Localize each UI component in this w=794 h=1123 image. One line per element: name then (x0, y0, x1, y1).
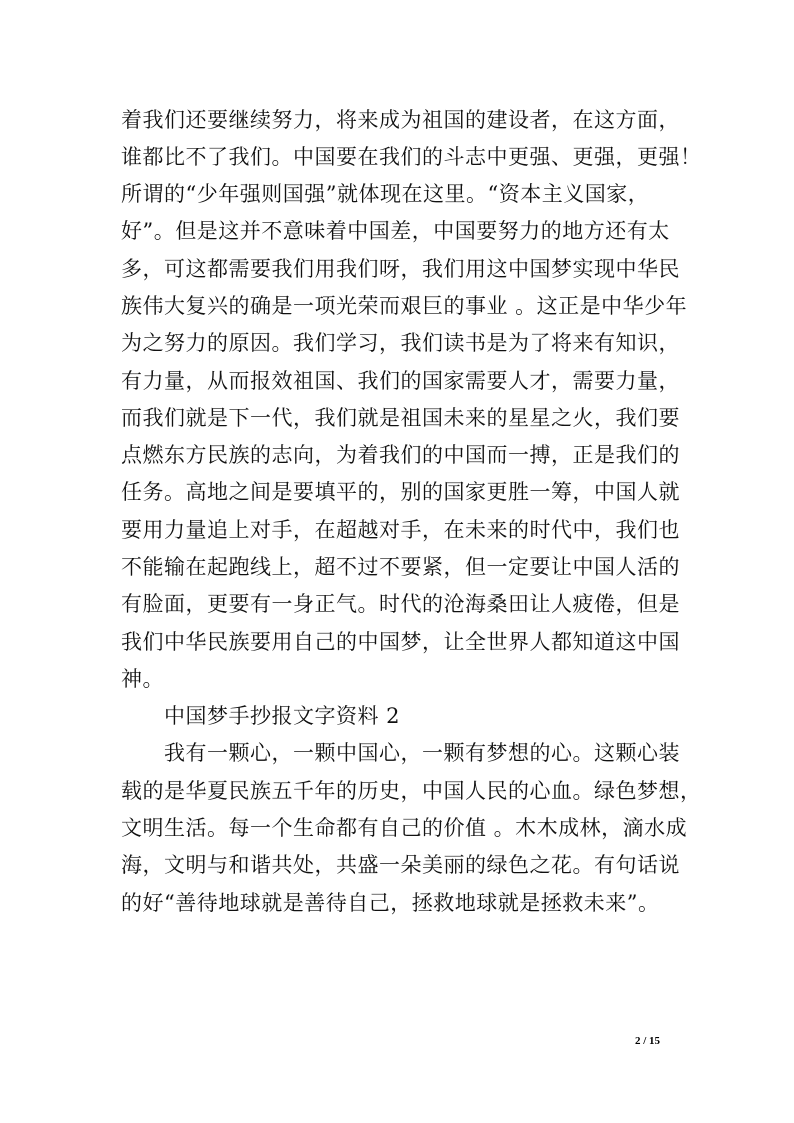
text-line: 所谓的“少年强则国强”就体现在这里。“资本主义国家， (121, 182, 650, 206)
text-line: 着我们还要继续努力，将来成为祖国的建设者，在这方面， (121, 108, 680, 132)
text-line: 文明生活。每一个生命都有自己的价值 。木木成林，滴水成 (121, 816, 688, 840)
text-line: 有脸面，更要有一身正气。时代的沧海桑田让人疲倦，但是 (121, 592, 680, 616)
text-line: 好”。但是这并不意味着中国差，中国要努力的地方还有太 (121, 219, 670, 243)
text-line: 我有一颗心，一颗中国心，一颗有梦想的心。这颗心装 (164, 741, 680, 765)
text-line: 要用力量追上对手，在超越对手，在未来的时代中，我们也 (121, 518, 680, 542)
text-line: 点燃东方民族的志向，为着我们的中国而一搏，正是我们的 (121, 443, 680, 467)
text-line: 任务。高地之间是要填平的，别的国家更胜一筹，中国人就 (121, 480, 680, 504)
text-line: 我们中华民族要用自己的中国梦，让全世界人都知道这中国 (121, 630, 680, 654)
page-number: 2 / 15 (634, 1035, 660, 1047)
text-line: 不能输在起跑线上，超不过不要紧，但一定要让中国人活的 (121, 555, 680, 579)
text-line: 的好“善待地球就是善待自己，拯救地球就是拯救未来”。 (121, 891, 660, 915)
text-line: 族伟大复兴的确是一项光荣而艰巨的事业 。这正是中华少年 (121, 294, 688, 318)
text-line: 载的是华夏民族五千年的历史，中国人民的心血。绿色梦想， (121, 779, 702, 803)
text-line: 有力量，从而报效祖国、我们的国家需要人才，需要力量， (121, 369, 680, 393)
text-line: 多，可这都需要我们用我们呀，我们用这中国梦实现中华民 (121, 257, 680, 281)
section-title: 中国梦手抄报文字资料 2 (164, 704, 401, 728)
text-line: 神。 (121, 667, 164, 691)
text-line: 谁都比不了我们。中国要在我们的斗志中更强、更强，更强！ (121, 145, 702, 169)
text-line: 海，文明与和谐共处，共盛一朵美丽的绿色之花。有句话说 (121, 853, 680, 877)
text-line: 为之努力的原因。我们学习，我们读书是为了将来有知识， (121, 331, 680, 355)
text-line: 而我们就是下一代，我们就是祖国未来的星星之火，我们要 (121, 406, 680, 430)
